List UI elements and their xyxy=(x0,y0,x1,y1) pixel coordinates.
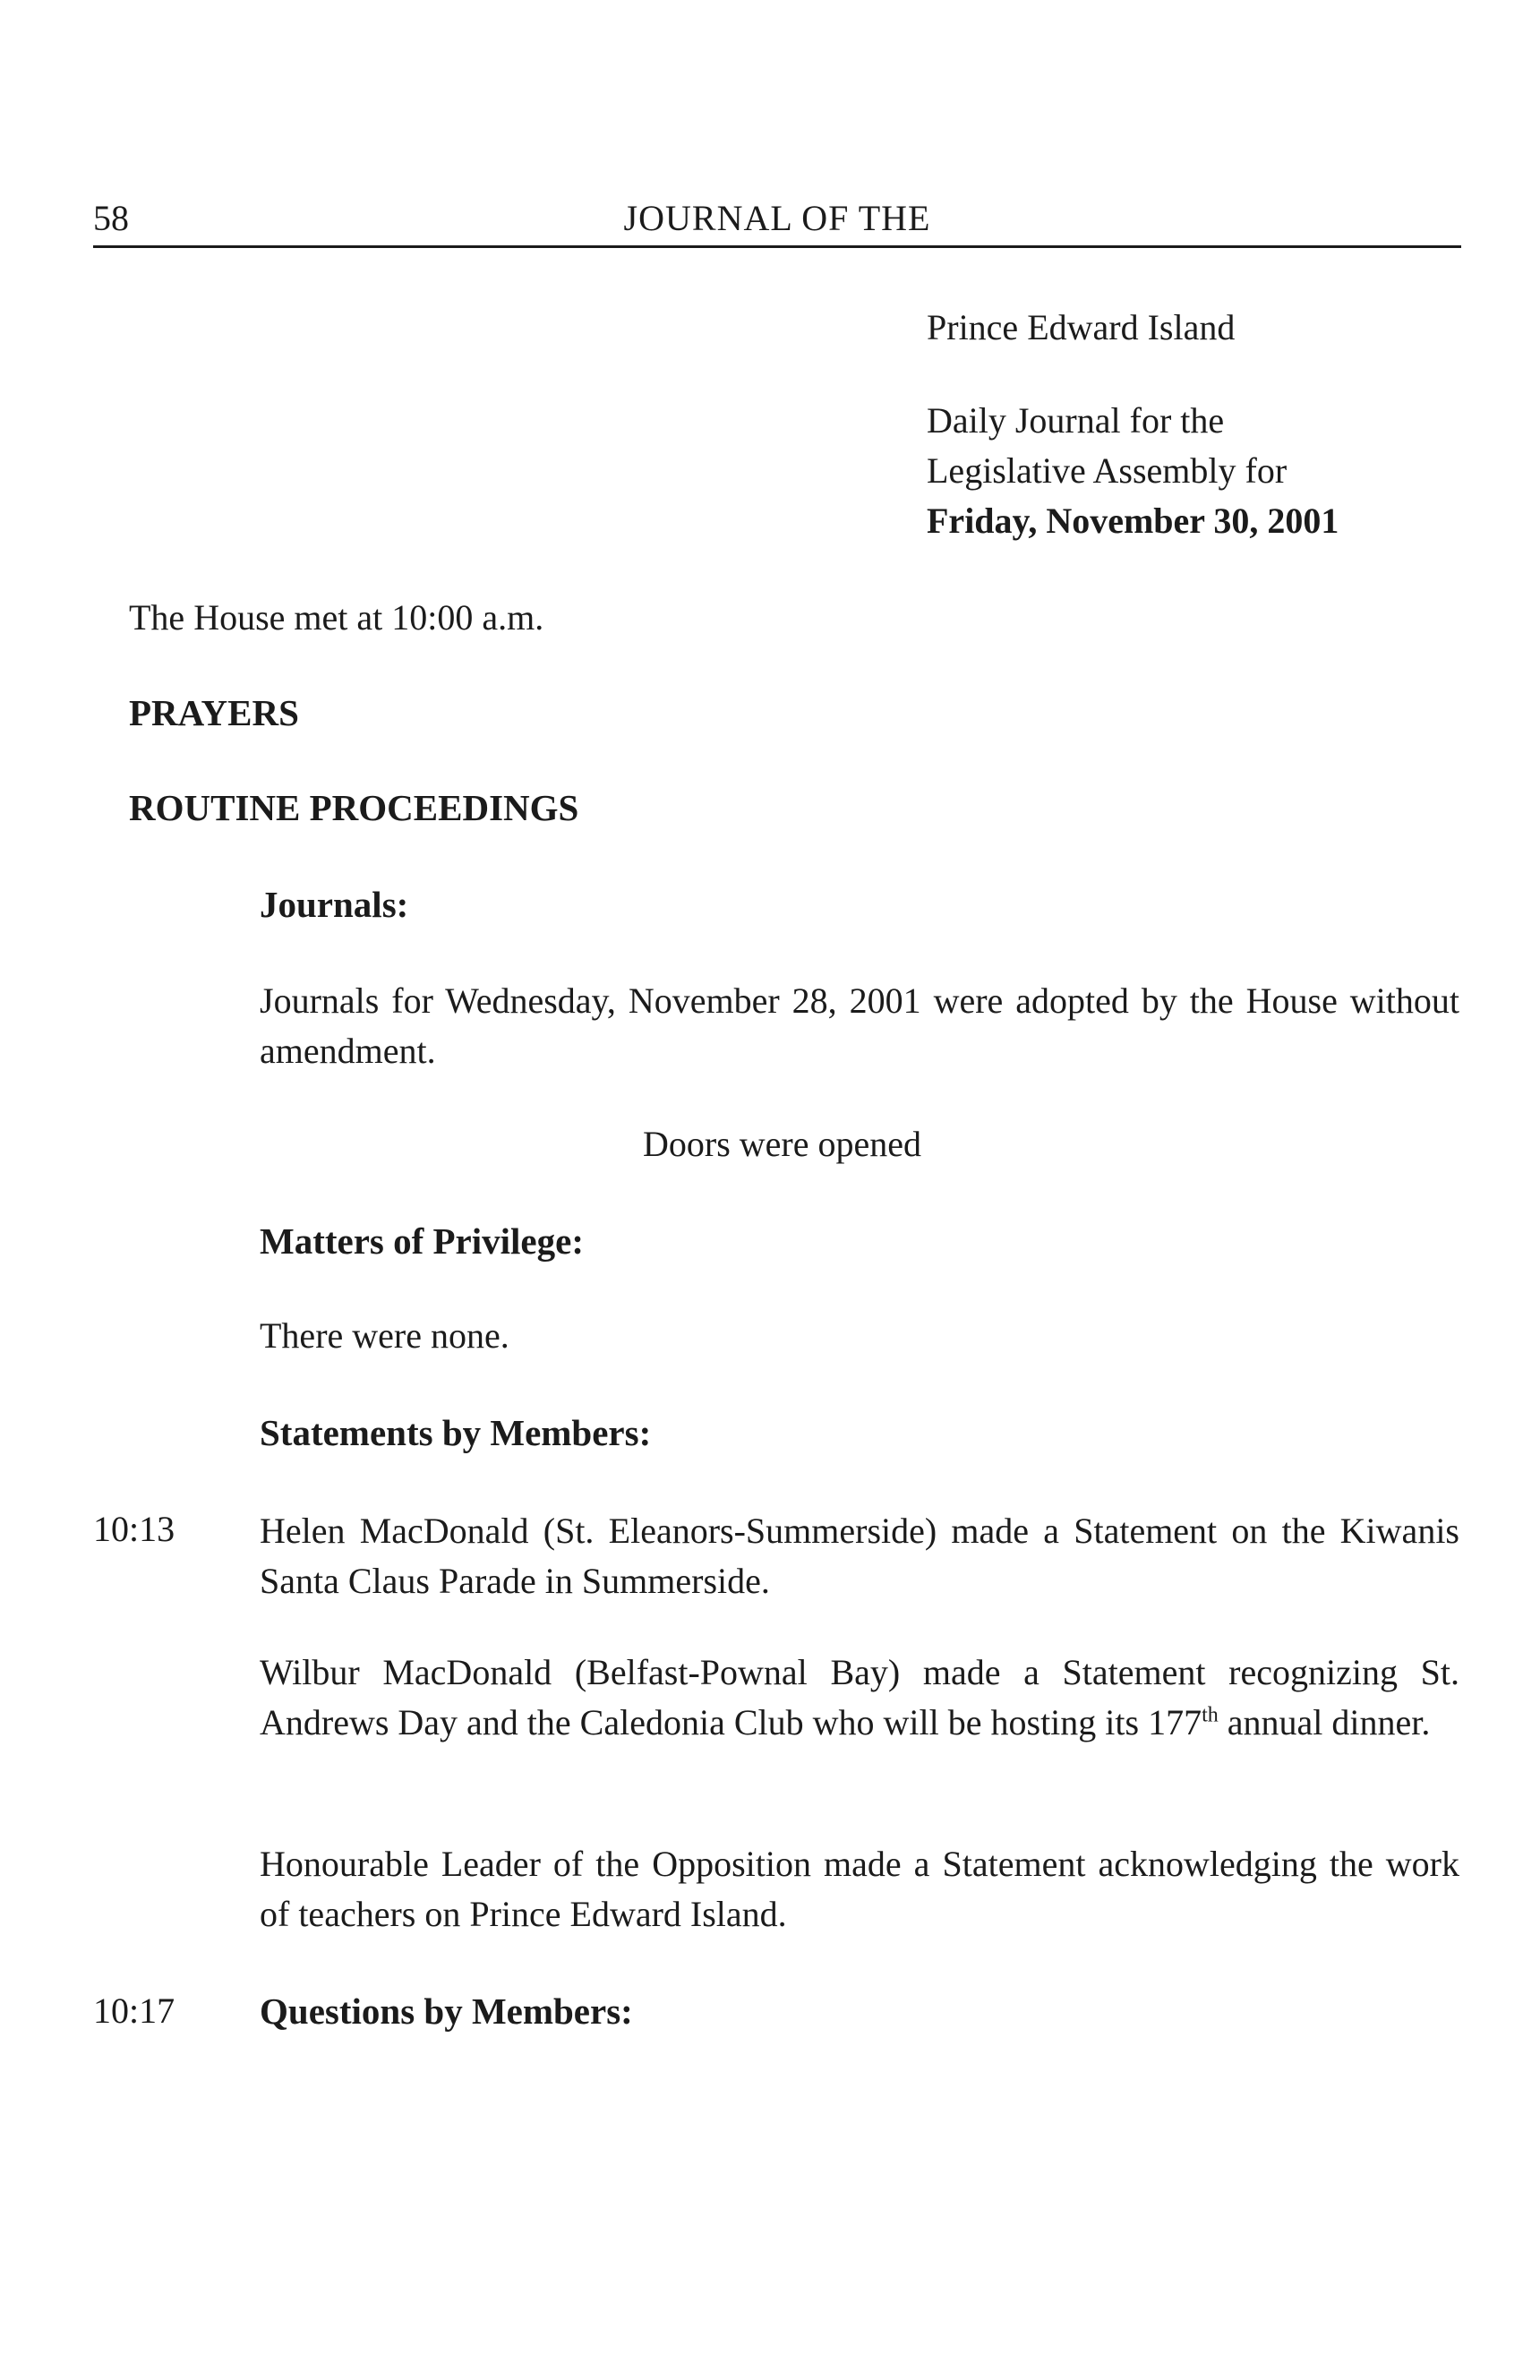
journals-heading: Journals: xyxy=(260,884,409,925)
statement-entry-2 xyxy=(260,1648,1459,1748)
journals-text: Journals for Wednesday, November 28, 2001 were adopted by the House without amendment. xyxy=(260,980,1459,1071)
prayers-heading: PRAYERS xyxy=(129,692,299,733)
page-header xyxy=(93,195,1461,248)
ordinal-suffix: th xyxy=(1202,1703,1219,1727)
journal-title-line1: Daily Journal for the xyxy=(927,400,1225,441)
statement-entry-1: Helen MacDonald (St. Eleanors-Summerside) made a Statement on the Kiwanis Santa Claus Parade in Summerside. xyxy=(260,1511,1459,1601)
statement-entry-2-text: Wilbur MacDonald (Belfast-Pownal Bay) made a Statement recognizing St. Andrews Day and the Caledonia Club who will be hosting its 177 xyxy=(260,1652,1459,1742)
statement-entry-2-end: annual dinner. xyxy=(1218,1702,1431,1742)
statements-heading: Statements by Members: xyxy=(260,1412,652,1453)
statement-entry-3: Honourable Leader of the Opposition made a Statement acknowledging the work of teachers on Prince Edward Island. xyxy=(260,1844,1459,1934)
privilege-heading: Matters of Privilege: xyxy=(260,1220,584,1262)
privilege-text: There were none. xyxy=(260,1315,509,1356)
sitting-date: Friday, November 30, 2001 xyxy=(927,501,1339,541)
running-title: JOURNAL OF THE xyxy=(623,198,931,238)
statements-time: 10:13 xyxy=(93,1509,175,1549)
questions-time: 10:17 xyxy=(93,1990,175,2031)
house-met-time: The House met at 10:00 a.m. xyxy=(129,597,544,638)
page-number: 58 xyxy=(93,198,129,238)
province-name: Prince Edward Island xyxy=(927,307,1236,347)
routine-proceedings-heading: ROUTINE PROCEEDINGS xyxy=(129,787,579,828)
questions-heading: Questions by Members: xyxy=(260,1990,633,2032)
journal-title-line2: Legislative Assembly for xyxy=(927,450,1288,491)
doors-opened: Doors were opened xyxy=(643,1124,921,1164)
